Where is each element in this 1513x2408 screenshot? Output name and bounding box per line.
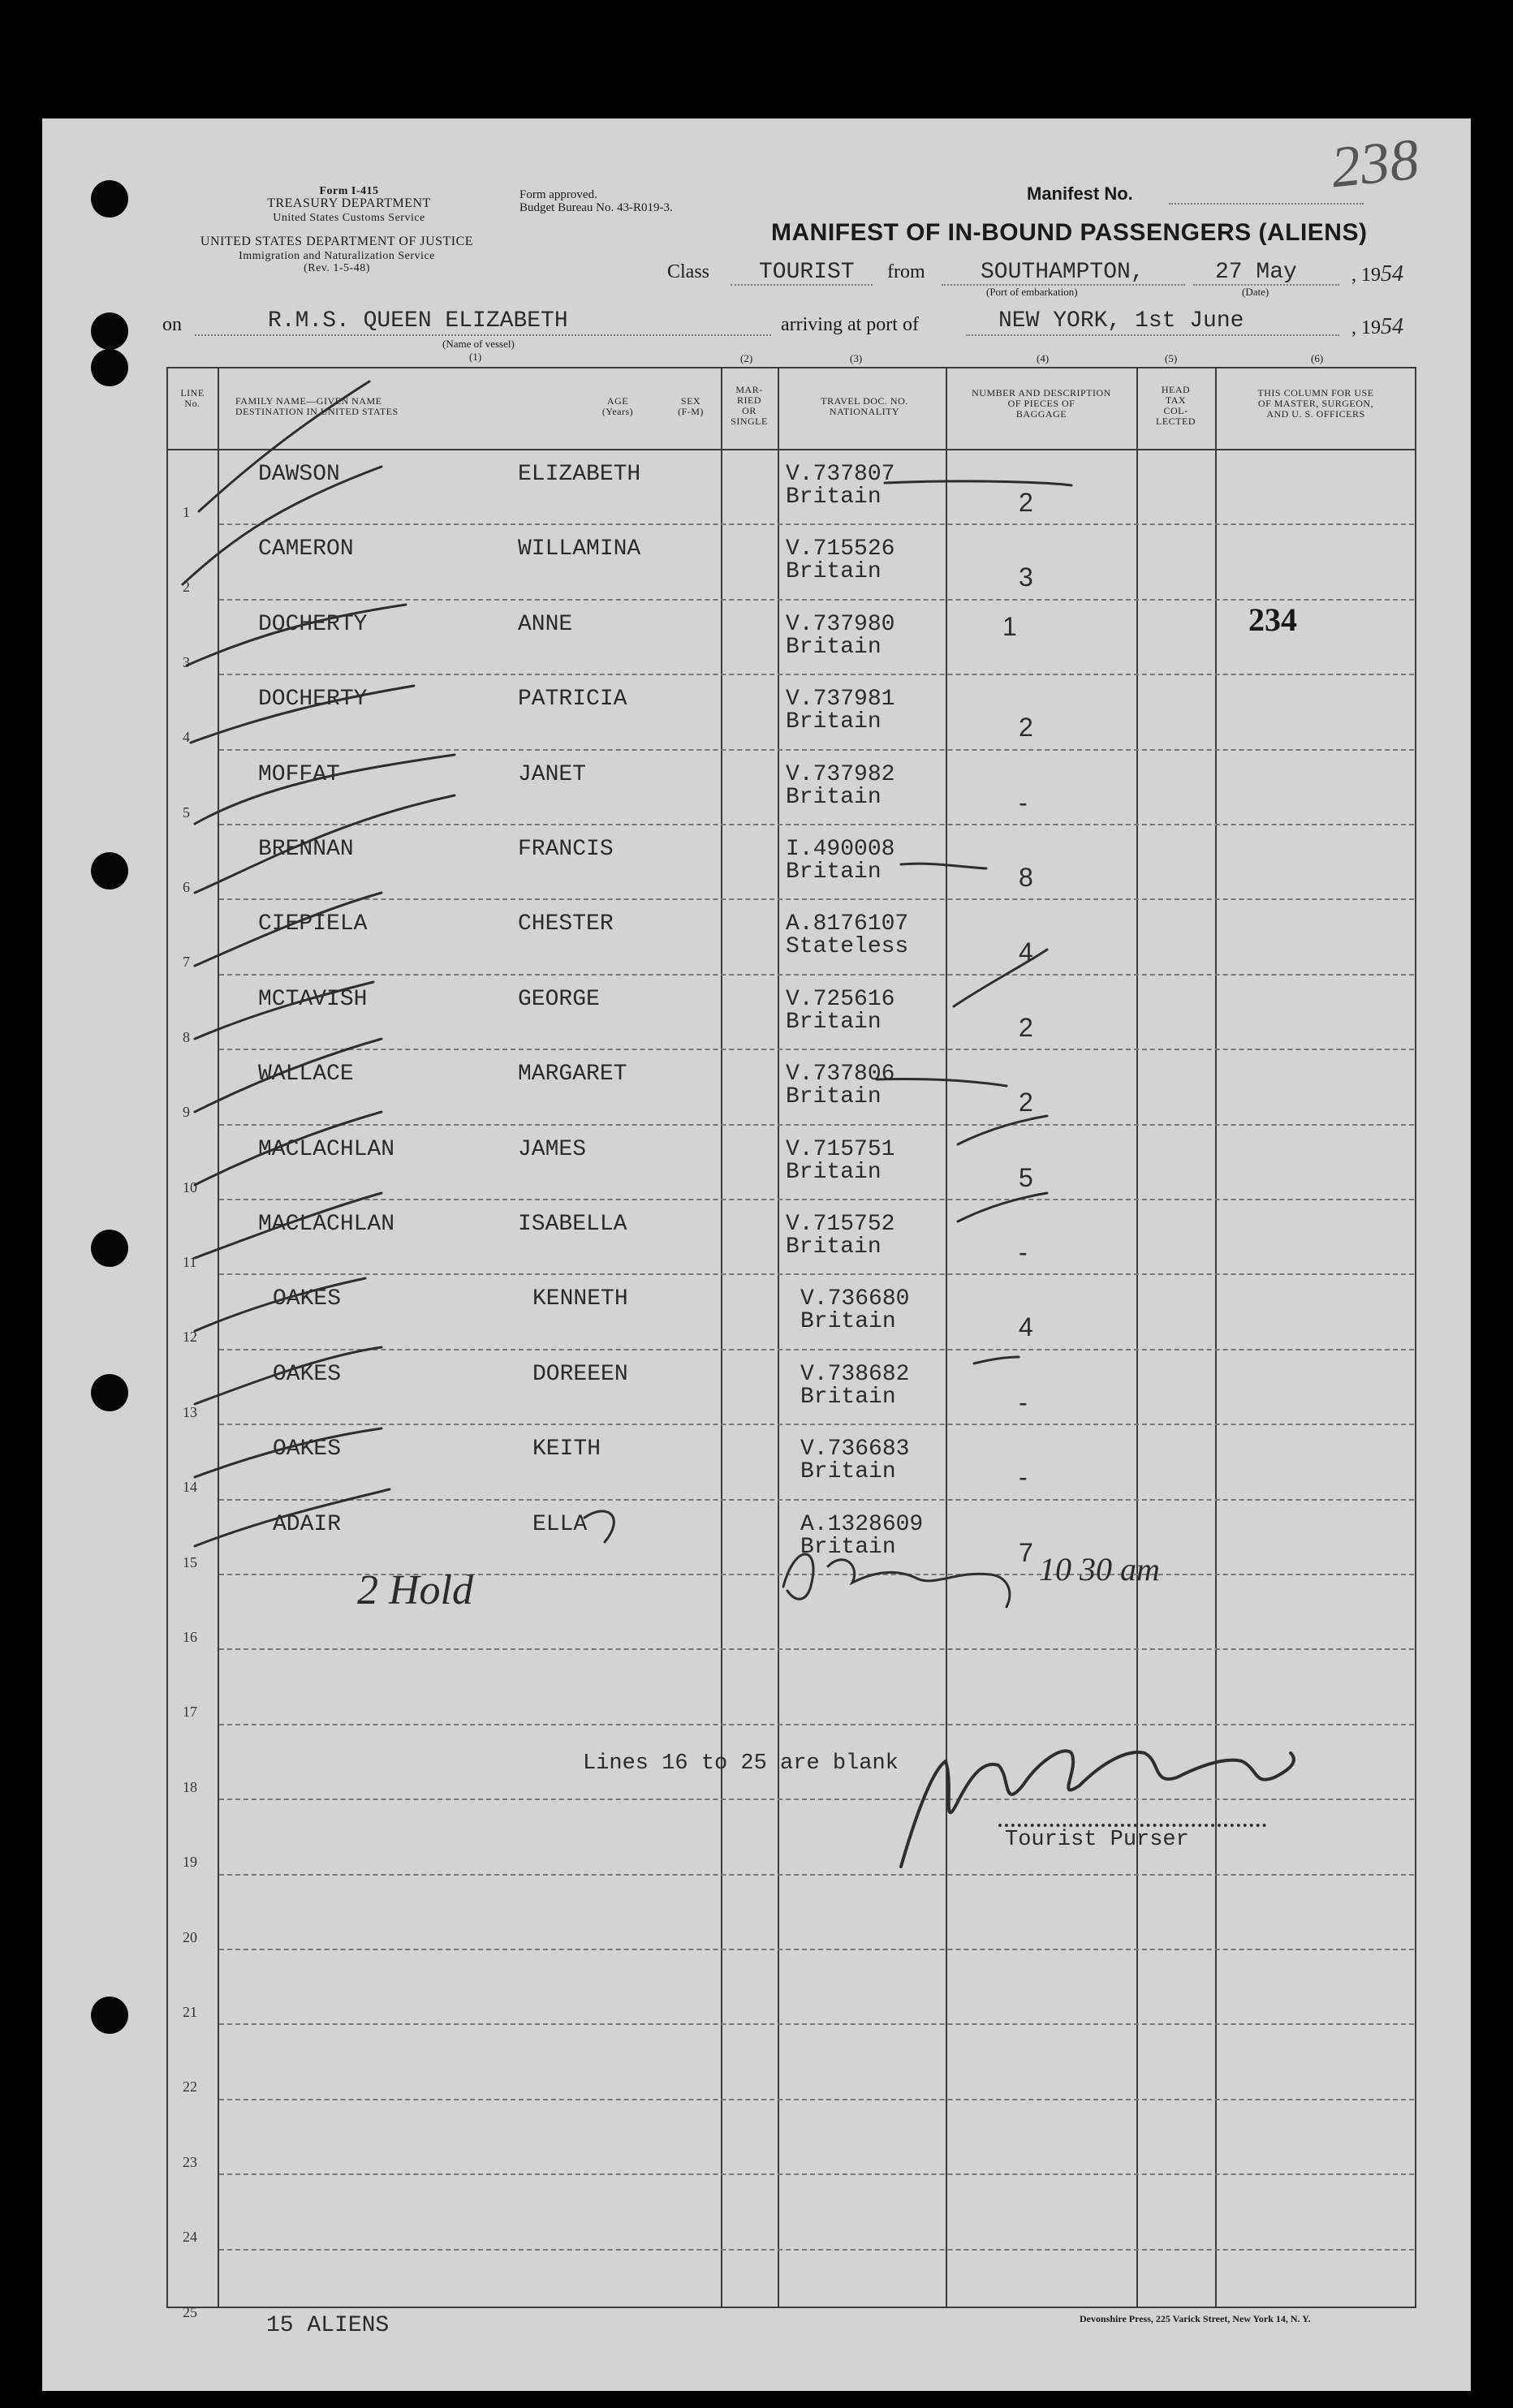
given-name: DOREEEN	[532, 1362, 628, 1387]
travel-doc-number: V.737807	[786, 462, 895, 487]
nationality: Britain	[786, 709, 882, 734]
given-name: KENNETH	[532, 1286, 628, 1312]
travel-doc-number: V.738682	[800, 1362, 910, 1387]
purser-title: Tourist Purser	[1005, 1828, 1189, 1852]
nationality: Britain	[800, 1385, 896, 1410]
travel-doc-number: V.715526	[786, 536, 895, 562]
col-number-3: (3)	[850, 352, 863, 364]
embark-date: 27 May	[1215, 260, 1297, 285]
line-number: 13	[183, 1404, 197, 1420]
strike-stroke	[974, 1357, 1019, 1363]
family-name: ADAIR	[273, 1512, 342, 1537]
family-name: MACLACHLAN	[258, 1212, 395, 1237]
strike-stroke	[958, 1116, 1047, 1144]
nationality: Britain	[786, 559, 882, 584]
header-officers: THIS COLUMN FOR USE OF MASTER, SURGEON, AND U. S. OFFICERS	[1257, 387, 1374, 420]
rev-label: (Rev. 1-5-48)	[304, 262, 370, 274]
baggage-count: 1	[1002, 612, 1017, 641]
nationality: Stateless	[786, 934, 909, 959]
nationality: Britain	[786, 1010, 882, 1035]
class-value: TOURIST	[759, 260, 855, 285]
travel-doc-number: V.737982	[786, 762, 895, 787]
travel-doc-number: I.490008	[786, 837, 895, 862]
handwritten-time-note: 10 30 am	[1039, 1551, 1160, 1587]
port-of-arrival: NEW YORK, 1st June	[998, 308, 1244, 334]
family-name: OAKES	[273, 1286, 342, 1312]
travel-doc-number: V.715751	[786, 1137, 895, 1162]
nationality: Britain	[786, 635, 882, 660]
given-name: ANNE	[518, 612, 573, 637]
given-name: KEITH	[532, 1437, 601, 1462]
col-number-5: (5)	[1165, 352, 1178, 364]
given-name: ISABELLA	[518, 1212, 627, 1237]
checkmark-stroke	[195, 1489, 390, 1546]
line-number: 20	[183, 1929, 197, 1945]
line-number: 4	[183, 729, 190, 745]
line-number: 18	[183, 1779, 197, 1795]
header-name: FAMILY NAME—GIVEN NAME DESTINATION IN UNITED STATES	[235, 395, 399, 417]
header-married: MAR- RIED OR SINGLE	[731, 384, 768, 427]
form-number: Form I-415	[319, 185, 379, 197]
given-name: JAMES	[518, 1137, 587, 1162]
nationality: Britain	[800, 1535, 896, 1560]
given-name: ELLA	[532, 1512, 588, 1537]
nationality: Britain	[800, 1309, 896, 1334]
given-name: GEORGE	[518, 987, 600, 1012]
checkmark-stroke	[195, 1347, 381, 1404]
travel-doc-number: A.1328609	[800, 1512, 924, 1537]
line-number: 11	[183, 1254, 197, 1270]
line-number: 19	[183, 1854, 197, 1870]
line-number: 6	[183, 879, 190, 895]
nationality: Britain	[786, 1160, 882, 1185]
line-number: 16	[183, 1629, 197, 1645]
vessel-name: R.M.S. QUEEN ELIZABETH	[268, 308, 568, 334]
year-prefix-1: , 1954	[1351, 261, 1403, 286]
on-label: on	[162, 314, 182, 335]
baggage-count: 3	[1019, 562, 1033, 592]
given-name: MARGARET	[518, 1062, 627, 1087]
nationality: Britain	[786, 1234, 882, 1260]
strike-stroke	[958, 1193, 1047, 1221]
port-embark-caption: (Port of embarkation)	[986, 286, 1078, 298]
blank-lines-note: Lines 16 to 25 are blank	[583, 1751, 899, 1776]
baggage-count: -	[1019, 1462, 1028, 1492]
given-name: WILLAMINA	[518, 536, 641, 562]
line-number: 2	[183, 579, 190, 595]
nationality: Britain	[800, 1459, 896, 1484]
vessel-caption: (Name of vessel)	[442, 338, 515, 350]
col-number-4: (4)	[1037, 352, 1050, 364]
baggage-count: 4	[1019, 1312, 1033, 1342]
manifest-no-label: Manifest No.	[1027, 183, 1133, 204]
given-name: ELIZABETH	[518, 462, 641, 487]
line-number: 7	[183, 954, 190, 970]
line-number: 14	[183, 1479, 197, 1495]
given-name: CHESTER	[518, 911, 614, 937]
officer-note-number: 234	[1248, 601, 1297, 638]
travel-doc-number: V.737980	[786, 612, 895, 637]
checkmark-stroke	[195, 1112, 381, 1185]
baggage-count: -	[1019, 1238, 1028, 1267]
strike-stroke	[901, 864, 986, 868]
nationality: Britain	[786, 859, 882, 885]
family-name: MOFFAT	[258, 762, 340, 787]
checkmark-stroke	[183, 467, 381, 584]
budget-bureau: Budget Bureau No. 43-R019-3.	[519, 201, 673, 214]
header-line-no: LINE No.	[180, 387, 205, 409]
line-number: 8	[183, 1029, 190, 1045]
family-name: DOCHERTY	[258, 612, 368, 637]
travel-doc-number: V.737806	[786, 1062, 895, 1087]
given-name: PATRICIA	[518, 687, 627, 712]
baggage-count: 2	[1019, 713, 1033, 742]
baggage-count: 4	[1019, 937, 1033, 967]
initials-stroke	[783, 1554, 1010, 1607]
baggage-count: -	[1019, 788, 1028, 817]
given-name: FRANCIS	[518, 837, 614, 862]
header-sex: SEX (F-M)	[678, 395, 704, 417]
corner-page-number: 238	[1328, 126, 1422, 200]
line-number: 5	[183, 804, 190, 821]
header-baggage: NUMBER AND DESCRIPTION OF PIECES OF BAGGAGE	[972, 387, 1111, 420]
form-approved: Form approved.	[519, 188, 597, 201]
travel-doc-number: V.725616	[786, 987, 895, 1012]
checkmark-stroke	[195, 1193, 381, 1258]
arriving-label: arriving at port of	[781, 314, 919, 335]
family-name: WALLACE	[258, 1062, 354, 1087]
printer-credit: Devonshire Press, 225 Varick Street, New York 14, N. Y.	[1080, 2313, 1311, 2324]
checkmark-stroke	[191, 686, 414, 743]
travel-doc-number: V.737981	[786, 687, 895, 712]
baggage-count: 5	[1019, 1163, 1033, 1192]
checkmark-stroke	[195, 982, 373, 1039]
nationality: Britain	[786, 785, 882, 810]
port-of-embarkation: SOUTHAMPTON,	[981, 260, 1144, 285]
family-name: CAMERON	[258, 536, 354, 562]
checkmark-stroke	[195, 755, 455, 824]
aliens-count: 15 ALIENS	[266, 2313, 390, 2338]
travel-doc-number: A.8176107	[786, 911, 909, 937]
baggage-count: 2	[1019, 1088, 1033, 1117]
family-name: CIEPIELA	[258, 911, 368, 937]
header-travel-doc: TRAVEL DOC. NO. NATIONALITY	[821, 395, 908, 417]
strike-stroke	[954, 950, 1047, 1006]
baggage-count: 8	[1019, 863, 1033, 892]
col-number-2: (2)	[740, 352, 753, 364]
family-name: BRENNAN	[258, 837, 354, 862]
purser-signature	[901, 1751, 1294, 1867]
family-name: DOCHERTY	[258, 687, 368, 712]
nationality: Britain	[786, 485, 882, 510]
nationality: Britain	[786, 1084, 882, 1109]
date-caption: (Date)	[1242, 286, 1269, 298]
line-number: 3	[183, 654, 190, 670]
travel-doc-number: V.715752	[786, 1212, 895, 1237]
baggage-count: 2	[1019, 1013, 1033, 1042]
given-name: JANET	[518, 762, 587, 787]
family-name: OAKES	[273, 1362, 342, 1387]
strike-stroke	[877, 1079, 1007, 1086]
family-name: MACLACHLAN	[258, 1137, 395, 1162]
class-label: Class	[667, 261, 710, 282]
header-head-tax: HEAD TAX COL- LECTED	[1156, 384, 1196, 427]
line-number: 23	[183, 2154, 197, 2170]
line-number: 24	[183, 2229, 197, 2245]
checkmark-stroke	[195, 1428, 381, 1477]
header-age: AGE (Years)	[601, 395, 634, 417]
year-prefix-2: , 1954	[1351, 314, 1403, 339]
baggage-count: 7	[1019, 1538, 1033, 1567]
from-label: from	[887, 261, 925, 282]
family-name: OAKES	[273, 1437, 342, 1462]
vessel-col-number: (1)	[469, 351, 482, 363]
family-name: MCTAVISH	[258, 987, 368, 1012]
travel-doc-number: V.736683	[800, 1437, 910, 1462]
line-number: 10	[183, 1179, 197, 1195]
line-number: 1	[183, 504, 190, 520]
doj-label: UNITED STATES DEPARTMENT OF JUSTICE	[200, 235, 474, 248]
line-number: 25	[183, 2304, 197, 2320]
checkmark-stroke	[199, 381, 369, 511]
baggage-count: 2	[1019, 488, 1033, 517]
ins-label: Immigration and Naturalization Service	[239, 250, 435, 262]
line-number: 12	[183, 1329, 197, 1345]
travel-doc-number: V.736680	[800, 1286, 910, 1312]
line-number: 22	[183, 2078, 197, 2095]
line-number: 15	[183, 1554, 197, 1570]
line-number: 21	[183, 2004, 197, 2020]
strike-stroke	[885, 481, 1071, 485]
handwritten-hold-note: 2 Hold	[357, 1567, 473, 1613]
manifest-title: MANIFEST OF IN-BOUND PASSENGERS (ALIENS)	[771, 219, 1368, 246]
baggage-count: -	[1019, 1388, 1028, 1417]
line-number: 9	[183, 1104, 190, 1120]
family-name: DAWSON	[258, 462, 340, 487]
strike-stroke	[584, 1511, 614, 1542]
checkmark-stroke	[195, 893, 381, 966]
customs-label: United States Customs Service	[273, 212, 425, 224]
checkmark-stroke	[195, 1039, 381, 1112]
line-number: 17	[183, 1704, 197, 1720]
col-number-6: (6)	[1311, 352, 1324, 364]
checkmark-stroke	[195, 795, 455, 893]
checkmark-stroke	[195, 1278, 365, 1331]
treasury-label: TREASURY DEPARTMENT	[267, 196, 431, 210]
checkmark-stroke	[187, 605, 406, 666]
